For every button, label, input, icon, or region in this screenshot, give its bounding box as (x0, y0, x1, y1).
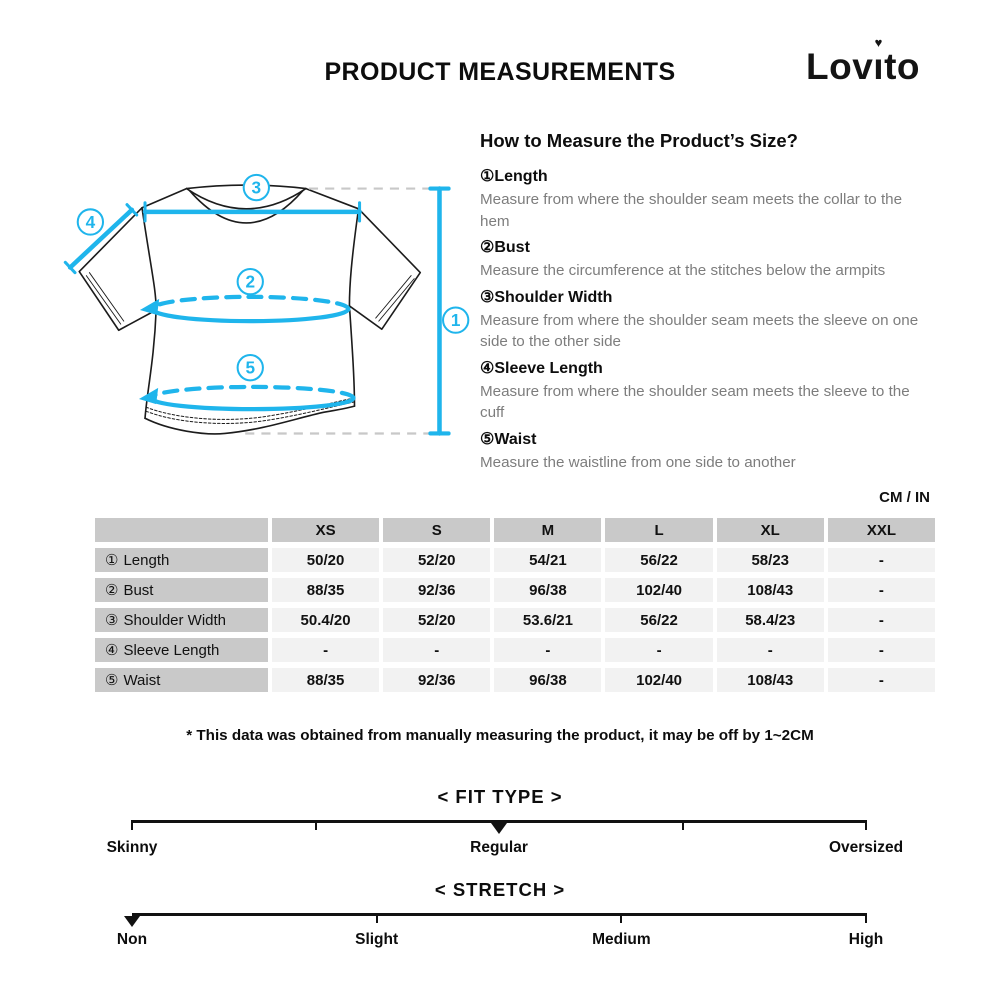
column-header-l: L (605, 518, 712, 542)
item-number: ① (480, 168, 495, 185)
item-description: Measure the circumference at the stitches below the armpits (480, 262, 886, 279)
cell-length-m: 54/21 (494, 548, 601, 572)
cell-bust-s: 92/36 (383, 578, 490, 602)
brand-logo-pre: Lov (806, 46, 874, 87)
cell-waist-s: 92/36 (383, 668, 490, 692)
callout-2 (238, 269, 263, 294)
item-description: Measure from where the shoulder seam meets the sleeve to the cuff (480, 382, 910, 421)
cell-shoulder-xxl: - (828, 608, 935, 632)
cell-bust-xs: 88/35 (272, 578, 379, 602)
measurement-marks (65, 189, 448, 434)
callout-3 (244, 175, 269, 200)
cell-bust-xxl: - (828, 578, 935, 602)
cell-length-xs: 50/20 (272, 548, 379, 572)
cell-shoulder-s: 52/20 (383, 608, 490, 632)
how-to-item-bust (480, 236, 932, 282)
svg-text:1: 1 (450, 310, 461, 331)
cell-shoulder-m: 53.6/21 (494, 608, 601, 632)
column-header-xs: XS (272, 518, 379, 542)
cell-shoulder-xs: 50.4/20 (272, 608, 379, 632)
svg-text:4: 4 (85, 212, 96, 233)
how-to-item-sleeve-length (480, 357, 932, 424)
cell-length-xxl: - (828, 548, 935, 572)
cell-sleeve-m: - (494, 638, 601, 662)
cell-bust-xl: 108/43 (717, 578, 824, 602)
column-header-xl: XL (717, 518, 824, 542)
unit-label: CM / IN (879, 489, 930, 506)
cell-length-l: 56/22 (605, 548, 712, 572)
cell-waist-m: 96/38 (494, 668, 601, 692)
measurement-note: * This data was obtained from manually measuring the product, it may be off by 1~2CM (186, 727, 814, 744)
cell-sleeve-xxl: - (828, 638, 935, 662)
row-label-length: ① Length (95, 548, 268, 572)
row-label-sleeve-length: ④ Sleeve Length (95, 638, 268, 662)
cell-waist-xl: 108/43 (717, 668, 824, 692)
waist-ellipse (151, 398, 353, 409)
svg-text:2: 2 (245, 271, 256, 292)
cell-shoulder-xl: 58.4/23 (717, 608, 824, 632)
fit-type-title: < FIT TYPE > (437, 786, 563, 807)
table-corner-cell (95, 518, 268, 542)
item-description: Measure the waistline from one side to another (480, 453, 796, 471)
item-number: ④ (480, 359, 495, 377)
item-name: Waist (494, 430, 537, 448)
fit-type-marker-icon (491, 823, 507, 834)
item-name: Bust (494, 239, 530, 256)
cell-length-s: 52/20 (383, 548, 490, 572)
fit-type-scale (132, 820, 866, 832)
brand-logo (806, 35, 920, 88)
cell-length-xl: 58/23 (717, 548, 824, 572)
item-number: ⑤ (480, 430, 495, 448)
stretch-title: < STRETCH > (434, 879, 566, 900)
column-header-m: M (494, 518, 601, 542)
item-number: ② (480, 239, 495, 256)
row-label-waist: ⑤ Waist (95, 668, 268, 692)
cell-sleeve-xl: - (717, 638, 824, 662)
stretch-line (132, 913, 866, 916)
stretch-marker-icon (124, 916, 140, 927)
heart-dot-icon: ♥ (874, 35, 883, 50)
brand-logo-post: to (884, 46, 920, 87)
column-header-xxl: XXL (828, 518, 935, 542)
stretch-labels (116, 931, 884, 949)
cell-sleeve-s: - (383, 638, 490, 662)
how-to-measure-section (480, 130, 932, 477)
callout-1 (443, 307, 468, 332)
fit-label-oversized: Oversized (828, 839, 904, 856)
stretch-label-non: Non (116, 931, 148, 948)
row-label-bust: ② Bust (95, 578, 268, 602)
fit-label-regular: Regular (470, 839, 528, 856)
cell-waist-xxl: - (828, 668, 935, 692)
svg-text:5: 5 (245, 357, 256, 378)
cell-waist-xs: 88/35 (272, 668, 379, 692)
column-header-s: S (383, 518, 490, 542)
fit-type-labels (106, 839, 904, 857)
row-label-shoulder-width: ③ Shoulder Width (95, 608, 268, 632)
cell-waist-l: 102/40 (605, 668, 712, 692)
cell-sleeve-l: - (605, 638, 712, 662)
bust-ellipse (152, 309, 348, 321)
svg-text:3: 3 (251, 177, 262, 198)
cell-sleeve-xs: - (272, 638, 379, 662)
stretch-label-high: High (848, 931, 884, 948)
how-to-item-length (480, 165, 932, 232)
cell-bust-m: 96/38 (494, 578, 601, 602)
cell-bust-l: 102/40 (605, 578, 712, 602)
callout-5 (238, 355, 263, 380)
fit-label-skinny: Skinny (106, 839, 158, 856)
stretch-label-slight: Slight (355, 931, 399, 948)
item-number: ③ (480, 288, 495, 306)
tshirt-outline (79, 185, 420, 434)
how-to-item-waist (480, 428, 932, 474)
how-to-item-shoulder-width (480, 286, 932, 353)
item-name: Length (494, 168, 548, 185)
guide-dashed-lines (245, 189, 430, 434)
brand-logo-i: ı ♥ (873, 35, 885, 87)
cell-shoulder-l: 56/22 (605, 608, 712, 632)
callout-4 (78, 209, 103, 234)
tshirt-measurement-diagram (58, 158, 483, 462)
page-title: PRODUCT MEASUREMENTS (324, 58, 676, 86)
item-description: Measure from where the shoulder seam meets the collar to the hem (480, 191, 903, 230)
stretch-scale (132, 913, 866, 925)
item-name: Shoulder Width (494, 288, 613, 306)
item-description: Measure from where the shoulder seam meets the sleeve on one side to the other side (480, 311, 919, 350)
how-to-heading: How to Measure the Product’s Size? (480, 130, 798, 151)
item-name: Sleeve Length (494, 359, 603, 377)
size-table (95, 518, 935, 692)
stretch-label-medium: Medium (592, 931, 651, 948)
